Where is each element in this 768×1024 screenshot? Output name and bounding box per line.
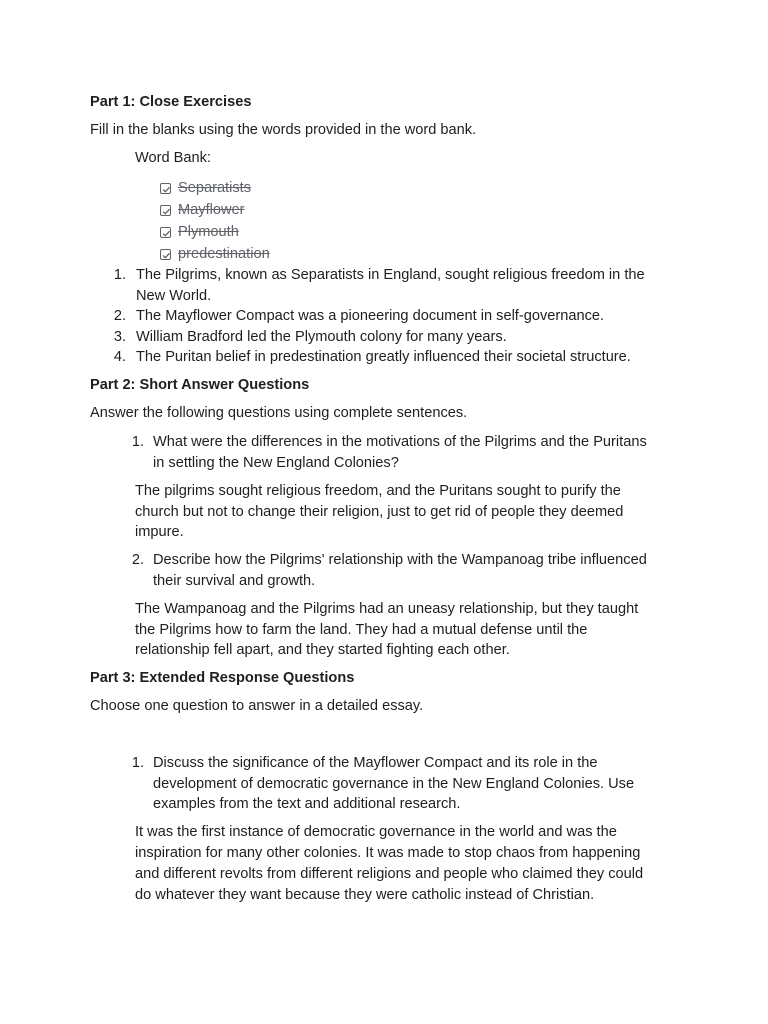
answer-line: impure.	[135, 524, 184, 540]
list-item-number: 1.	[113, 267, 126, 283]
question-number: 1.	[131, 755, 144, 771]
checked-checkbox-icon[interactable]	[160, 249, 171, 260]
answer-line: do whatever they want because they were catholic instead of Christian.	[135, 887, 595, 903]
list-item-line: The Pilgrims, known as Separatists in England, sought religious freedom in the	[136, 267, 645, 283]
answer-line: relationship fell apart, and they started fighting each other.	[135, 642, 510, 658]
answer-line: inspiration for many other colonies. It was made to stop chaos from happening	[135, 845, 641, 861]
part1-instruction: Fill in the blanks using the words provided in the word bank.	[90, 122, 477, 138]
question-line: development of democratic governance in the New England Colonies. Use	[153, 776, 635, 792]
list-item-line: William Bradford led the Plymouth colony for many years.	[136, 329, 507, 345]
part1-heading: Part 1: Close Exercises	[90, 94, 252, 110]
list-item-line: The Puritan belief in predestination greatly influenced their societal structure.	[136, 349, 631, 365]
part3-heading: Part 3: Extended Response Questions	[90, 670, 355, 686]
word-bank-item-plymouth[interactable]	[160, 222, 239, 242]
part2-instruction: Answer the following questions using complete sentences.	[90, 405, 468, 421]
question-number: 1.	[131, 434, 144, 450]
list-item-number: 3.	[113, 329, 126, 345]
checked-checkbox-icon[interactable]	[160, 205, 171, 216]
word-bank-item-predestination[interactable]	[160, 244, 270, 264]
question-number: 2.	[131, 552, 144, 568]
word-bank-item-mayflower[interactable]	[160, 200, 245, 220]
word-bank-word: Plymouth	[178, 223, 239, 240]
answer-line: The Wampanoag and the Pilgrims had an uneasy relationship, but they taught	[135, 601, 639, 617]
answer-line: The pilgrims sought religious freedom, and the Puritans sought to purify the	[135, 483, 621, 499]
word-bank-word: Separatists	[178, 179, 252, 196]
checked-checkbox-icon[interactable]	[160, 183, 171, 194]
answer-line: and different revolts from different religions and people who claimed they could	[135, 866, 644, 882]
answer-line: It was the first instance of democratic governance in the world and was the	[135, 824, 617, 840]
answer-line: the Pilgrims how to farm the land. They had a mutual defense until the	[135, 622, 588, 638]
question-line: examples from the text and additional research.	[153, 796, 461, 812]
list-item-line: The Mayflower Compact was a pioneering document in self-governance.	[136, 308, 605, 324]
part3-instruction: Choose one question to answer in a detailed essay.	[90, 698, 424, 714]
word-bank-word: predestination	[178, 245, 270, 262]
question-line: Describe how the Pilgrims' relationship with the Wampanoag tribe influenced	[153, 552, 647, 568]
question-line: their survival and growth.	[153, 573, 316, 589]
list-item-number: 4.	[113, 349, 126, 365]
word-bank-word: Mayflower	[178, 201, 245, 218]
question-line: Discuss the significance of the Mayflower Compact and its role in the	[153, 755, 598, 771]
list-item-line: New World.	[136, 288, 212, 304]
question-line: What were the differences in the motivations of the Pilgrims and the Puritans	[153, 434, 647, 450]
part2-heading: Part 2: Short Answer Questions	[90, 377, 310, 393]
list-item-number: 2.	[113, 308, 126, 324]
checked-checkbox-icon[interactable]	[160, 227, 171, 238]
word-bank-label: Word Bank:	[135, 150, 211, 166]
question-line: in settling the New England Colonies?	[153, 455, 399, 471]
answer-line: church but not to change their religion, just to get rid of people they deemed	[135, 504, 624, 520]
word-bank-item-separatists[interactable]	[160, 178, 251, 198]
